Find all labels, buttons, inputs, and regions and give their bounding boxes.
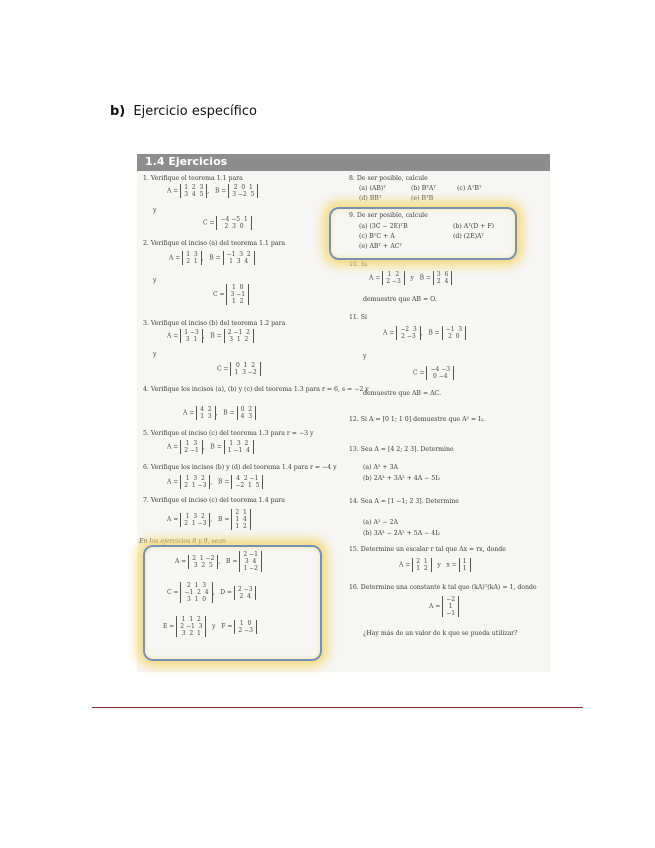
matrix-ab-ex3: A = 1 −3 3 1 , B = 2 −1 2 3 1 2 <box>167 329 254 343</box>
exercise-16: 16. Determine una constante k tal que (kA)ᵀ(kA) = 1, donde <box>349 584 537 591</box>
matrix-c-ex3: C = 0 1 2 1 3 −2 <box>217 362 261 376</box>
matrix-a-ex16: A = −2 1 −1 <box>429 596 459 617</box>
ex9-part-e: (e) ABᵀ + ACᵀ <box>359 243 402 250</box>
matrix-a-ex1: A = 1 2 3 3 4 5 , B = 2 0 1 3 −2 5 <box>167 184 258 198</box>
exercises-8-9-intro: En los ejercicios 8 y 9, sean <box>139 538 227 545</box>
matrix-ab-ex4: A = 4 2 1 3 , B = 0 2 4 3 <box>183 406 256 420</box>
ex9-part-a: (a) (3C − 2E)ᵀB <box>359 223 408 230</box>
word-y-3: y <box>153 351 157 358</box>
exercise-8: 8. De ser posible, calcule <box>349 175 428 182</box>
section-title-bar <box>137 154 550 171</box>
exercise-4: 4. Verifique los incisos (a), (b) y (c) del teorema 1.3 para r = 6, s = −2 y <box>143 386 369 393</box>
exercise-7: 7. Verifique el inciso (c) del teorema 1.4 para <box>143 497 285 504</box>
exercise-12: 12. Si A = [0 1; 1 0] demuestre que A² = I₂. <box>349 416 486 423</box>
matrix-ef-ex8-9: E = 1 1 2 2 −1 3 3 2 1 y F = 1 0 2 −3 <box>163 616 257 637</box>
ex11-show: demuestre que AB = AC. <box>363 390 442 397</box>
ex9-part-d: (d) (2E)Aᵀ <box>453 233 485 240</box>
matrix-ab-ex10: A = 1 2 2 −3 y B = 3 6 2 4 <box>369 271 452 285</box>
heading-text: Ejercicio específico <box>133 104 257 119</box>
section-title: 1.4 Ejercicios <box>145 155 228 168</box>
ex16-question: ¿Hay más de un valor de k que se pueda utilizar? <box>363 630 518 637</box>
ex8-part-a: (a) (AB)ᵀ <box>359 185 386 192</box>
exercise-11: 11. Si <box>349 314 368 321</box>
matrix-ab-ex6: A = 1 3 2 2 1 −3 , B = 4 2 −1 −2 1 5 <box>167 475 263 489</box>
ex8-part-d: (d) BBᵀ <box>359 195 382 202</box>
matrix-c-ex2: C = 1 0 3 −1 1 2 <box>213 284 249 305</box>
matrix-ab-ex5: A = 1 3 2 −1 , B = 1 3 2 1 −1 4 <box>167 440 254 454</box>
matrix-ab-ex2: A = 1 3 2 1 , B = −1 3 2 1 3 4 <box>169 251 255 265</box>
exercise-9: 9. De ser posible, calcule <box>349 212 428 219</box>
ex13-part-a: (a) A² + 3A <box>363 464 398 471</box>
ex14-part-a: (a) A² − 2A <box>363 519 398 526</box>
matrix-ab-ex11: A = −2 3 2 −3 , B = −1 3 2 0 <box>383 326 466 340</box>
matrix-c-ex1: C = −4 −5 1 2 3 0 <box>203 216 252 230</box>
word-y-1: y <box>153 207 157 214</box>
matrix-a-ex15: A = 2 1 1 2 y x = 1 1 <box>399 558 471 572</box>
exercise-1: 1. Verifique el teorema 1.1 para <box>143 175 243 182</box>
ex9-part-b: (b) Aᵀ(D + F) <box>453 223 495 230</box>
exercise-13: 13. Sea A = [4 2; 2 3]. Determine <box>349 446 454 453</box>
word-y-11: y <box>363 353 367 360</box>
ex14-part-b: (b) 3A³ − 2A² + 5A − 4I₂ <box>363 530 441 537</box>
heading-letter: b) <box>110 104 126 119</box>
exercise-heading <box>110 104 257 119</box>
ex8-part-c: (c) AᵀBᵀ <box>457 185 482 192</box>
ex10-show: demuestre que AB = O. <box>363 296 437 303</box>
ex8-part-e: (e) BᵀB <box>411 195 434 202</box>
matrix-ab-ex7: A = 1 3 2 2 1 −3 , B = 2 1 1 4 1 2 <box>167 509 251 530</box>
matrix-cd-ex8-9: C = 2 1 3 −1 2 4 3 1 0, D = 2 −3 2 4 <box>167 582 256 603</box>
word-y-2: y <box>153 277 157 284</box>
highlight-box-exercise-9 <box>329 207 517 260</box>
exercise-15: 15. Determine un escalar r tal que Ax = rx, donde <box>349 546 506 553</box>
ex8-part-b: (b) BᵀAᵀ <box>411 185 436 192</box>
exercise-10: 10. Si <box>349 261 368 268</box>
ex9-part-c: (c) BᵀC + A <box>359 233 395 240</box>
matrix-c-ex11: C = −4 −3 0 −4 <box>413 366 454 380</box>
ex13-part-b: (b) 2A³ + 3A² + 4A − 5I₂ <box>363 475 441 482</box>
matrix-ab-ex8-9: A = 2 1 −2 3 2 5 , B = 2 −1 3 4 1 −2 <box>175 551 262 572</box>
exercise-3: 3. Verifique el inciso (b) del teorema 1.2 para <box>143 320 286 327</box>
exercise-14: 14. Sea A = [1 −1; 2 3]. Determine <box>349 498 459 505</box>
exercise-6: 6. Verifique los incisos (b) y (d) del teorema 1.4 para r = −4 y <box>143 464 337 471</box>
exercise-2: 2. Verifique el inciso (a) del teorema 1.1 para <box>143 240 286 247</box>
exercise-5: 5. Verifique el inciso (c) del teorema 1.3 para r = −3 y <box>143 430 314 437</box>
divider-line <box>92 707 583 708</box>
highlight-box-matrices <box>143 545 322 661</box>
